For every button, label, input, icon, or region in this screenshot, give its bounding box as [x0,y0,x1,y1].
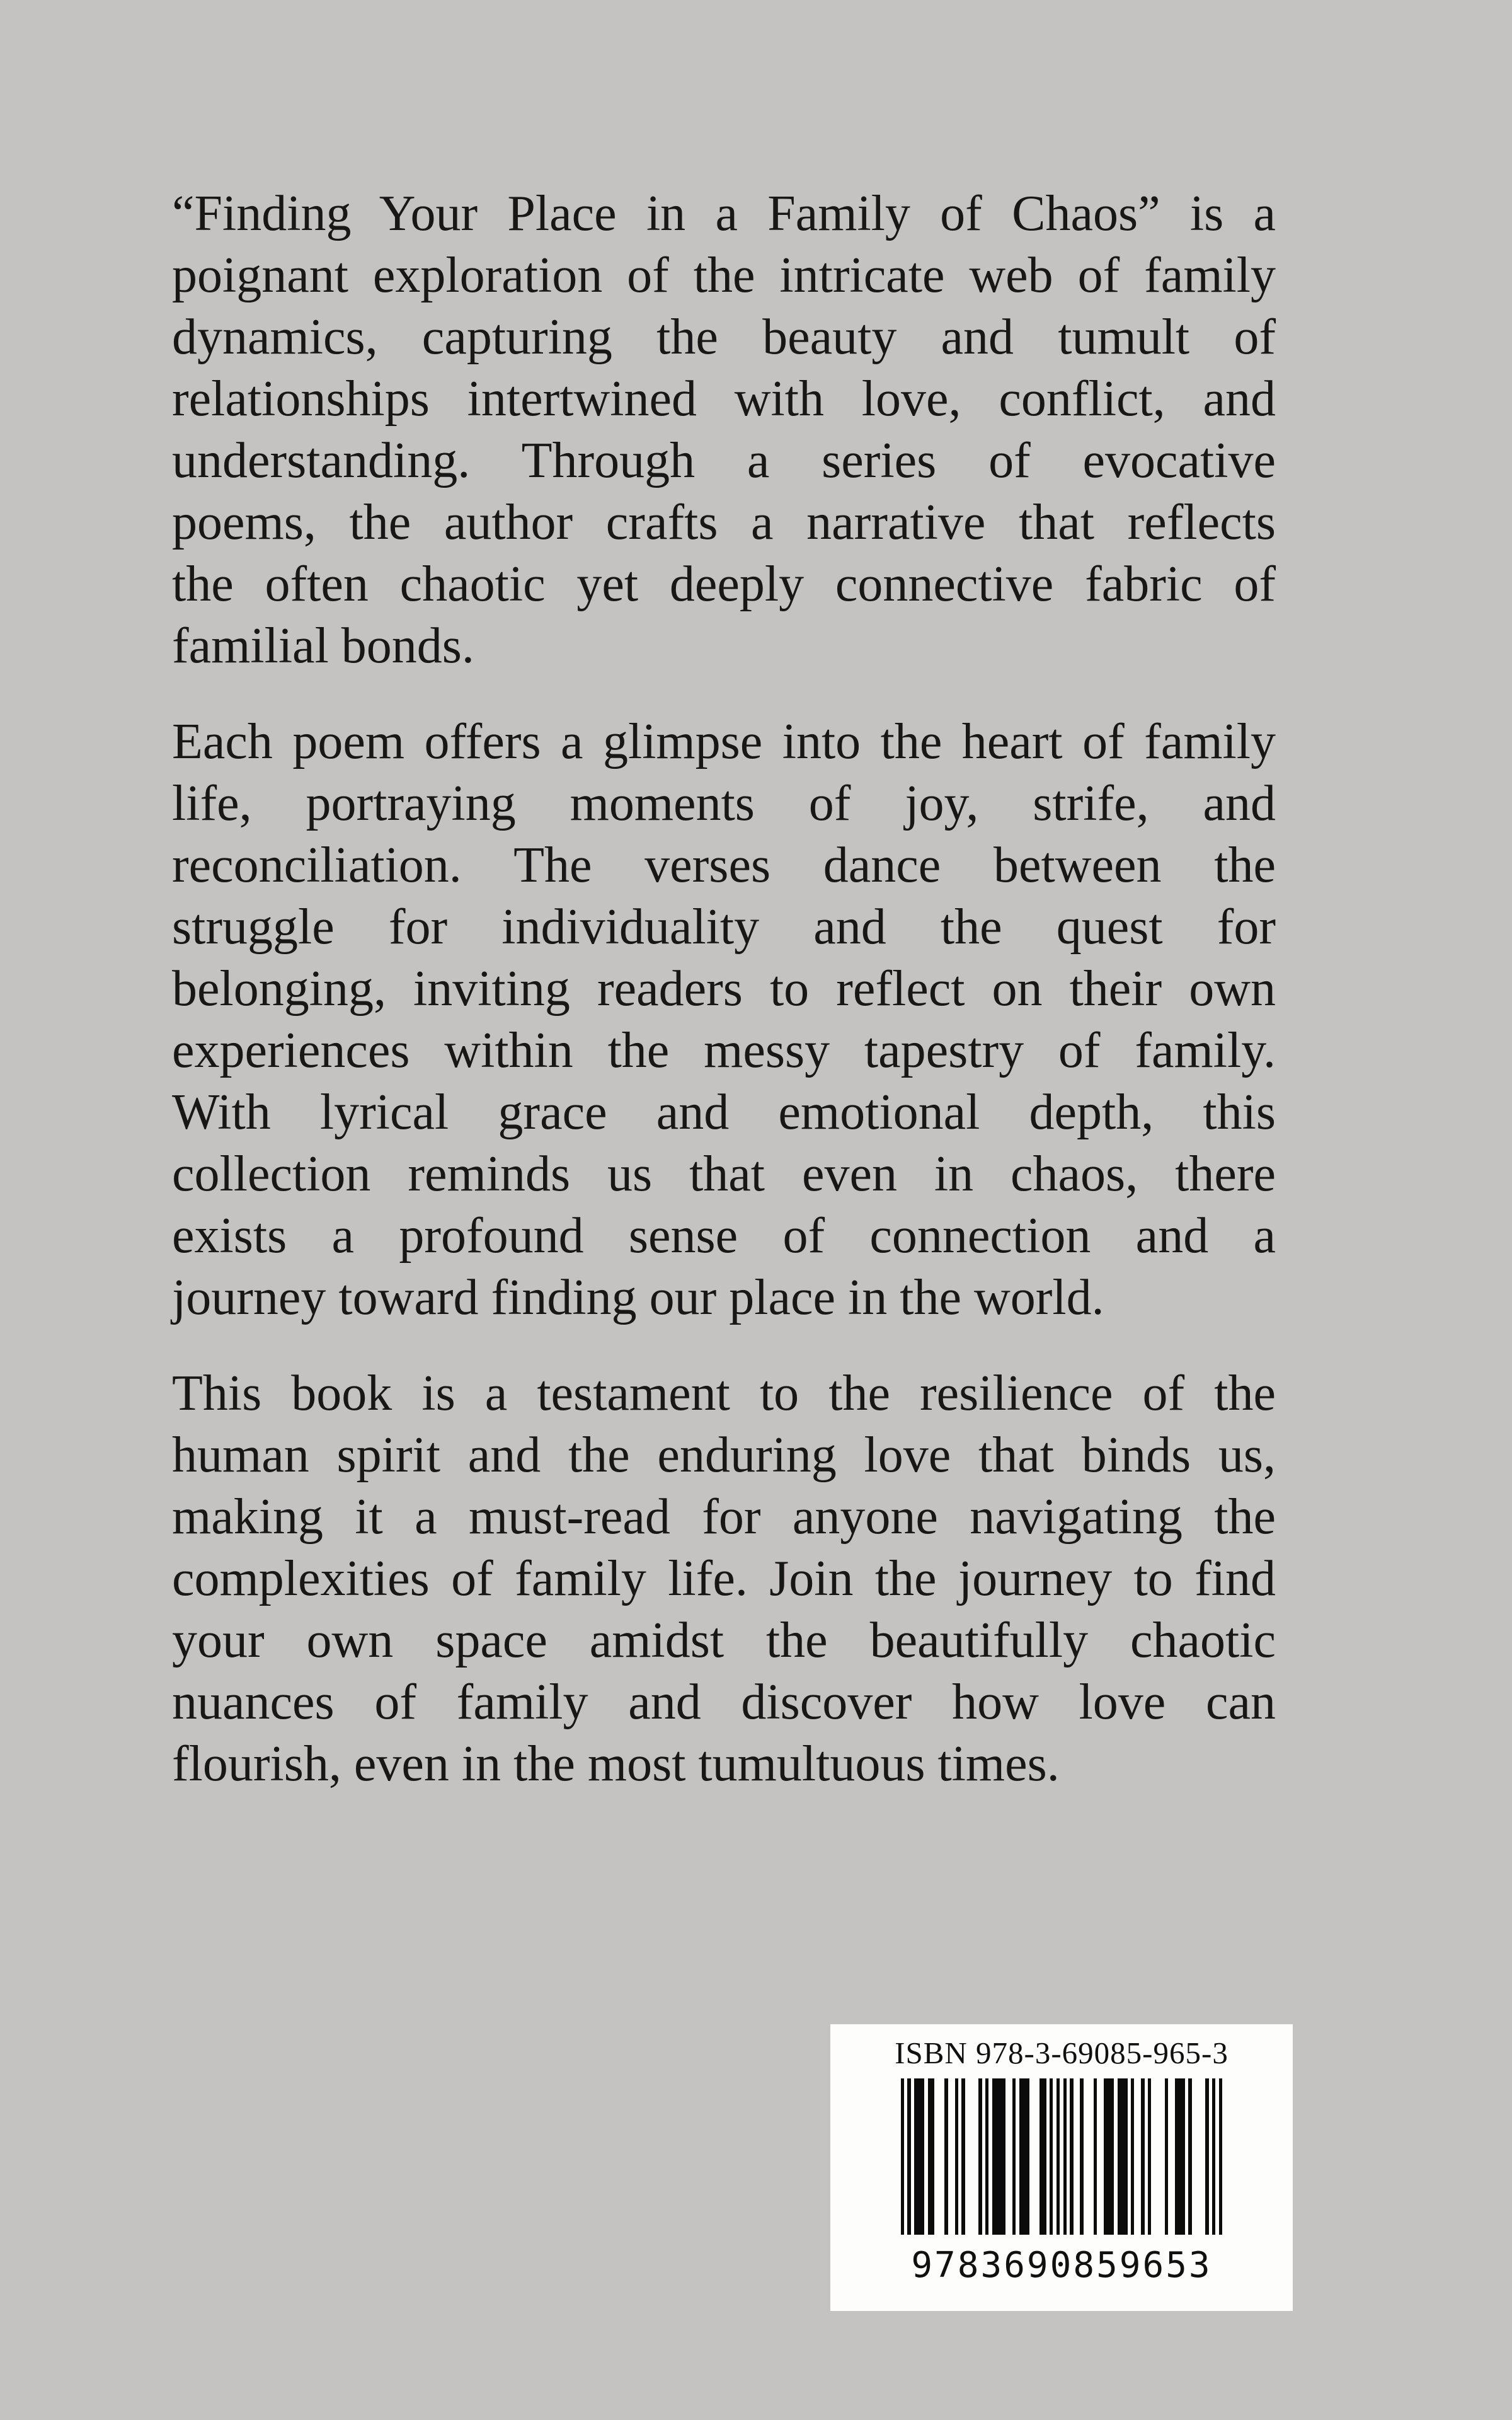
barcode-bar [1118,2078,1128,2235]
text-line: the often chaotic yet deeply connective fabric of [172,556,1276,612]
barcode-bar [914,2078,924,2235]
text-line: human spirit and the enduring love that binds us, [172,1427,1276,1483]
barcode-gap [965,2078,979,2235]
text-line: belonging, inviting readers to reflect on their own [172,961,1276,1017]
text-line: poignant exploration of the intricate web of family [172,248,1276,303]
text-line: experiences within the messy tapestry of family. [172,1023,1276,1078]
text-line: collection reminds us that even in chaos, there [172,1146,1276,1202]
text-line: With lyrical grace and emotional depth, this [172,1085,1276,1140]
text-line: your own space amidst the beautifully chaotic [172,1613,1276,1668]
paragraph [172,711,1276,1328]
text-line: journey toward finding our place in the world. [172,1270,1104,1325]
barcode-gap [1029,2078,1040,2235]
barcode-gap [1097,2078,1104,2235]
isbn-barcode-box [830,2024,1293,2311]
paragraph [172,1363,1276,1795]
barcode-bar [1219,2078,1222,2235]
text-line: struggle for individuality and the quest for [172,899,1276,955]
text-line: understanding. Through a series of evocative [172,433,1276,488]
text-line: making it a must-read for anyone navigating the [172,1489,1276,1545]
text-line: life, portraying moments of joy, strife, and [172,776,1276,831]
barcode-digits: 9783690859653 [911,2245,1212,2286]
barcode-gap [1005,2078,1012,2235]
blurb-text [172,183,1276,1829]
text-line: “Finding Your Place in a Family of Chaos” is a [172,186,1276,241]
barcode-bar [928,2078,935,2235]
barcode-gap [1168,2078,1175,2235]
text-line: complexities of family life. Join the journey to find [172,1551,1276,1606]
barcode-bar [992,2078,1006,2235]
barcode-bar [1104,2078,1114,2235]
text-line: nuances of family and discover how love can [172,1674,1276,1730]
barcode-gap [1151,2078,1165,2235]
paragraph [172,183,1276,677]
barcode-gap [948,2078,955,2235]
text-line: flourish, even in the most tumultuous times. [172,1736,1060,1792]
barcode-gap [1192,2078,1206,2235]
barcode-bar [1019,2078,1029,2235]
barcode-bar [1040,2078,1046,2235]
barcode-gap [1074,2078,1080,2235]
ean13-barcode [901,2078,1223,2235]
barcode-gap [1134,2078,1141,2235]
text-line: This book is a testament to the resilience of the [172,1366,1276,1421]
text-line: relationships intertwined with love, conflict, and [172,371,1276,427]
text-line: dynamics, capturing the beauty and tumult of [172,309,1276,365]
text-line: reconciliation. The verses dance between the [172,838,1276,893]
text-line: familial bonds. [172,618,474,674]
text-line: Each poem offers a glimpse into the heart of family [172,714,1276,769]
text-line: poems, the author crafts a narrative that reflects [172,495,1276,550]
barcode-gap [934,2078,944,2235]
barcode-bar [1175,2078,1185,2235]
barcode-gap [1084,2078,1094,2235]
text-line: exists a profound sense of connection and a [172,1208,1276,1264]
isbn-label: ISBN 978-3-69085-965-3 [895,2036,1228,2070]
